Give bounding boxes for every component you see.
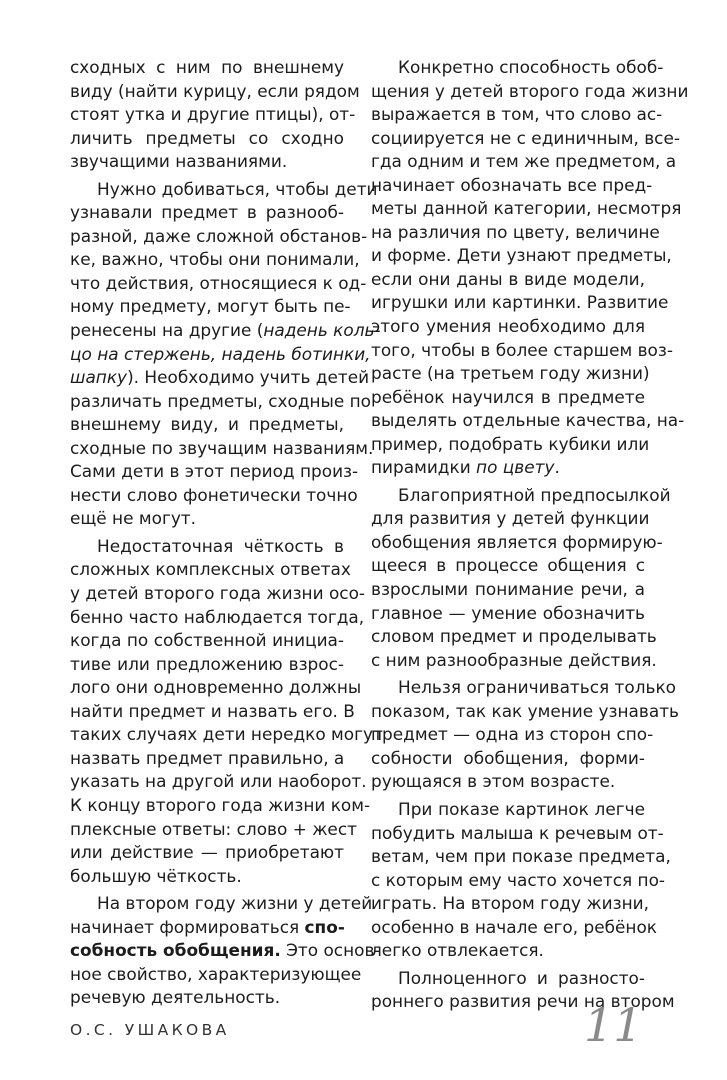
text-segment: меты данной категории, несмотря (371, 198, 682, 219)
text-line (371, 150, 677, 174)
text-line (371, 967, 645, 991)
text-line (371, 339, 673, 363)
text-segment: пирамидки (371, 457, 477, 478)
text-segment: выражается в том, что слово ас- (371, 104, 663, 125)
text-segment: Это основ- (280, 940, 381, 961)
text-segment: назвать предмет правильно, а (70, 747, 345, 768)
text-line (371, 386, 645, 410)
text-segment: с которым ему часто хочется по- (371, 869, 666, 890)
text-segment: побудить малыша к речевым от- (371, 822, 664, 843)
text-segment: Нельзя ограничиваться только (398, 677, 676, 698)
text-segment: виду (найти курицу, если рядом (70, 80, 360, 101)
text-line (70, 437, 374, 461)
text-line (70, 150, 344, 174)
text-segment: особенно в начале его, ребёнок (371, 916, 657, 937)
text-line (70, 80, 360, 104)
text-line (70, 201, 344, 225)
text-segment: спо- (304, 916, 345, 937)
text-segment: ке, важно, чтобы они понимали, (70, 249, 360, 270)
text-segment: что действия, относящиеся к од- (70, 272, 367, 293)
text-segment: большую чёткость. (70, 865, 242, 886)
text-segment: Благоприятной предпосылкой (398, 484, 671, 505)
text-line (371, 798, 645, 822)
text-segment: ное свойство, характеризующее (70, 963, 362, 984)
text-line (371, 676, 676, 700)
text-line (371, 939, 645, 963)
text-line (371, 221, 660, 245)
text-segment: легко отвлекается. (371, 940, 544, 961)
text-line (371, 174, 653, 198)
text-line (70, 319, 381, 343)
text-segment: того, чтобы в более старшем воз- (371, 339, 673, 360)
text-line (70, 723, 383, 747)
text-segment: предмет — одна из сторон спо- (371, 724, 654, 745)
text-segment: Нужно добиваться, чтобы дети (97, 178, 378, 199)
text-line (70, 629, 344, 653)
text-segment: щения у детей второго года жизни (371, 80, 689, 101)
text-line (371, 507, 650, 531)
text-segment: указать на другой или наоборот. (70, 771, 367, 792)
text-segment: плексные ответы: слово + жест (70, 818, 357, 839)
text-segment: На втором году жизни у детей (97, 893, 373, 914)
text-line (70, 127, 344, 151)
text-line (371, 916, 657, 940)
text-segment: таких случаях дети нередко могут (70, 724, 383, 745)
text-segment: социируется не с единичным, все- (371, 127, 680, 148)
text-line (70, 295, 351, 319)
text-segment: ребёнок научился в предмете (371, 386, 645, 407)
text-segment: . (554, 457, 560, 478)
text-line (371, 869, 666, 893)
text-line (70, 535, 344, 559)
text-line (70, 413, 344, 437)
text-segment: личить предметы со сходно (70, 127, 344, 148)
text-line (371, 578, 645, 602)
text-line (70, 939, 381, 963)
text-segment: Недостаточная чёткость в (97, 535, 344, 556)
text-line (70, 841, 344, 865)
text-segment: собности обобщения, форми- (371, 747, 645, 768)
text-segment: показом, так как умение узнавать (371, 700, 679, 721)
text-segment: ветам, чем при показе предмета, (371, 846, 671, 867)
page-number: 11 (584, 998, 643, 1052)
text-segment: или действие — приобретают (70, 842, 344, 863)
text-line (371, 127, 680, 151)
text-segment: для развития у детей функции (371, 508, 650, 529)
text-line (70, 390, 372, 414)
text-line (371, 244, 672, 268)
text-segment: звучащими названиями. (70, 151, 288, 172)
text-line (70, 865, 344, 889)
text-line (70, 460, 359, 484)
text-line (70, 178, 378, 202)
text-line (371, 409, 685, 433)
text-segment: рующаяся в этом возрасте. (371, 771, 616, 792)
text-line (371, 625, 657, 649)
text-segment: расте (на третьем году жизни) (371, 363, 650, 384)
text-line (371, 268, 645, 292)
text-segment: различать предметы, сходные по (70, 390, 372, 411)
text-line (371, 484, 671, 508)
text-segment: сходных с ним по внешнему (70, 57, 344, 77)
text-segment: цо на стержень, надень ботинки, (70, 343, 371, 364)
text-segment: играть. На втором году жизни, (371, 893, 649, 914)
text-segment: нести слово фонетически точно (70, 484, 358, 505)
text-segment: сложных комплексных ответах (70, 559, 351, 580)
text-line (70, 225, 368, 249)
text-segment: сходные по звучащим названиям. (70, 437, 374, 458)
text-segment: разной, даже сложной обстанов- (70, 225, 368, 246)
text-line (371, 103, 663, 127)
running-footer-author: О.С. УШАКОВА (70, 1021, 230, 1039)
text-line (371, 197, 682, 221)
text-segment: этого умения необходимо для (371, 316, 645, 337)
text-line (70, 653, 344, 677)
text-segment: узнавали предмет в разнооб- (70, 202, 344, 223)
text-line (70, 248, 360, 272)
text-line (70, 366, 370, 390)
text-segment: на различия по цвету, величине (371, 221, 660, 242)
text-line (70, 558, 351, 582)
text-segment: Полноценного и разносто- (398, 967, 645, 988)
text-segment: лого они одновременно должны (70, 677, 362, 698)
text-line (371, 822, 664, 846)
text-segment: бенно часто наблюдается тогда, (70, 606, 365, 627)
text-segment: обобщения является формирую- (371, 531, 663, 552)
text-segment: по цвету (476, 457, 555, 478)
text-segment: ещё не могут. (70, 508, 197, 529)
text-segment: найти предмет и назвать его. В (70, 700, 355, 721)
text-segment: Конкретно способность обоб- (398, 57, 664, 77)
text-segment: собность обобщения. (70, 940, 281, 961)
text-line (70, 272, 367, 296)
text-segment: начинает обозначать все пред- (371, 174, 653, 195)
text-segment: речевую деятельность. (70, 987, 281, 1008)
text-line (70, 963, 362, 987)
text-line (371, 649, 657, 673)
text-line (70, 582, 365, 606)
left-column (70, 56, 383, 1010)
text-segment: с ним разнообразные действия. (371, 649, 657, 670)
text-line (371, 456, 645, 480)
text-segment: ). Необходимо учить детей (127, 367, 370, 388)
text-line (371, 80, 689, 104)
text-segment: Сами дети в этот период произ- (70, 461, 359, 482)
text-line (371, 291, 669, 315)
text-line (70, 484, 358, 508)
text-line (70, 818, 357, 842)
text-segment: внешнему виду, и предметы, (70, 414, 344, 435)
text-line (70, 916, 344, 940)
right-column (371, 56, 689, 1014)
text-segment: шапку (70, 367, 128, 388)
text-line (70, 507, 344, 531)
text-line (70, 700, 355, 724)
text-line (70, 794, 371, 818)
text-line (371, 362, 650, 386)
text-line (371, 531, 663, 555)
text-line (371, 892, 649, 916)
text-segment: главное — умение обозначить (371, 602, 645, 623)
text-segment: у детей второго года жизни осо- (70, 583, 365, 604)
text-line (371, 602, 645, 626)
text-segment: При показе картинок легче (398, 798, 645, 819)
text-line (371, 56, 664, 80)
text-segment: взрослыми понимание речи, а (371, 579, 645, 600)
text-line (70, 56, 344, 80)
text-segment: ренесены на другие ( (70, 320, 264, 341)
text-segment: и форме. Дети узнают предметы, (371, 245, 672, 266)
text-line (70, 892, 373, 916)
text-segment: словом предмет и проделывать (371, 626, 657, 647)
text-line (70, 747, 344, 771)
text-line (371, 554, 645, 578)
text-segment: выделять отдельные качества, на- (371, 410, 685, 431)
text-line (371, 315, 645, 339)
text-segment: когда по собственной инициа- (70, 630, 344, 651)
text-line (70, 986, 344, 1010)
text-line (371, 700, 679, 724)
text-line (371, 770, 645, 794)
text-line (371, 433, 650, 457)
text-line (70, 606, 365, 630)
text-line (70, 676, 362, 700)
text-segment: щееся в процессе общения с (371, 555, 645, 576)
text-segment: начинает формироваться (70, 916, 305, 937)
text-segment: гда одним и тем же предметом, а (371, 151, 677, 172)
text-line (371, 723, 654, 747)
text-segment: стоят утка и другие птицы), от- (70, 104, 356, 125)
text-segment: пример, подобрать кубики или (371, 433, 650, 454)
text-segment: тиве или предложению взрос- (70, 653, 344, 674)
text-line (371, 747, 645, 771)
text-line (70, 770, 367, 794)
text-segment: надень коль- (263, 320, 381, 341)
text-segment: ному предмету, могут быть пе- (70, 296, 351, 317)
text-segment: игрушки или картинки. Развитие (371, 292, 669, 313)
text-line (70, 103, 356, 127)
text-segment: роннего развития речи на втором (371, 991, 675, 1012)
text-line (371, 845, 671, 869)
text-segment: если они даны в виде модели, (371, 268, 645, 289)
text-line (70, 343, 371, 367)
text-segment: К концу второго года жизни ком- (70, 794, 371, 815)
